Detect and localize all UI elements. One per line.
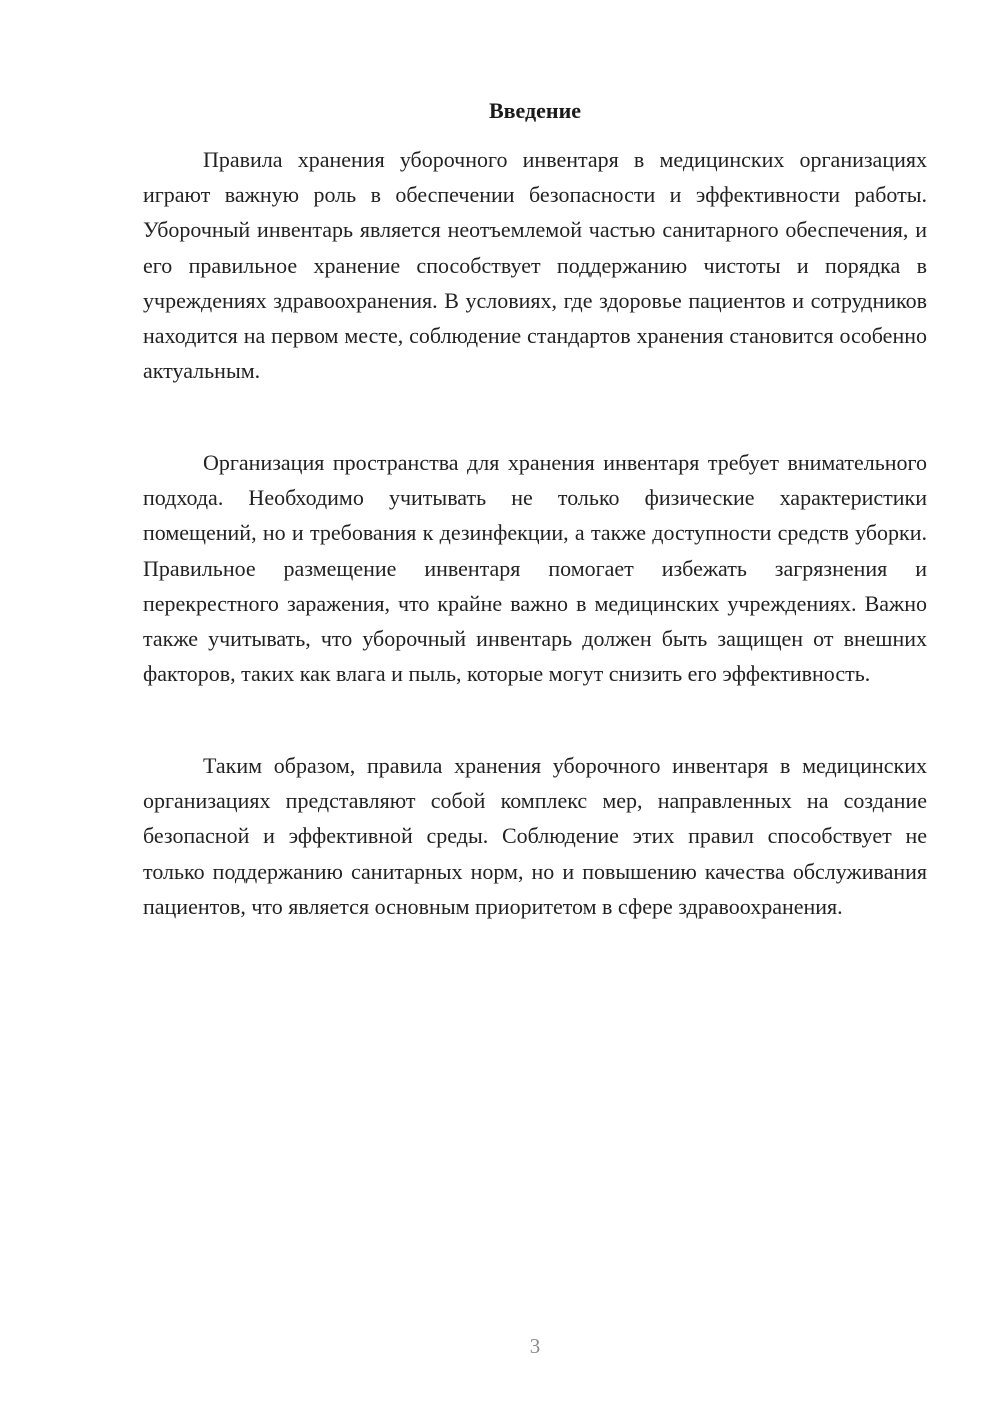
- page-heading: Введение: [488, 98, 582, 123]
- paragraph-1: Правила хранения уборочного инвентаря в медицинских организациях играют важную роль в обеспечении безопасности и эффективности работы. Уборочный инвентарь является неотъемлемой частью санитарного обеспечения, и его правильное хранение способствует поддержанию чистоты и порядка в учреждениях здравоохранения. В условиях, где здоровье пациентов и сотрудников находится на первом месте, соблюдение стандартов хранения становится особенно актуальным.: [143, 147, 927, 384]
- paragraph-2: Организация пространства для хранения инвентаря требует внимательного подхода. Необходимо учитывать не только физические характеристики помещений, но и требования к дезинфекции, а также доступности средств уборки. Правильное размещение инвентаря помогает избежать загрязнения и перекрестного заражения, что крайне важно в медицинских учреждениях. Важно также учитывать, что уборочный инвентарь должен быть защищен от внешних факторов, таких как влага и пыль, которые могут снизить его эффективность.: [143, 450, 927, 687]
- page-number: 3: [529, 1334, 541, 1358]
- paragraph-3: Таким образом, правила хранения уборочного инвентаря в медицинских организациях представляют собой комплекс мер, направленных на создание безопасной и эффективной среды. Соблюдение этих правил способствует не только поддержанию санитарных норм, но и повышению качества обслуживания пациентов, что является основным приоритетом в сфере здравоохранения.: [143, 753, 927, 919]
